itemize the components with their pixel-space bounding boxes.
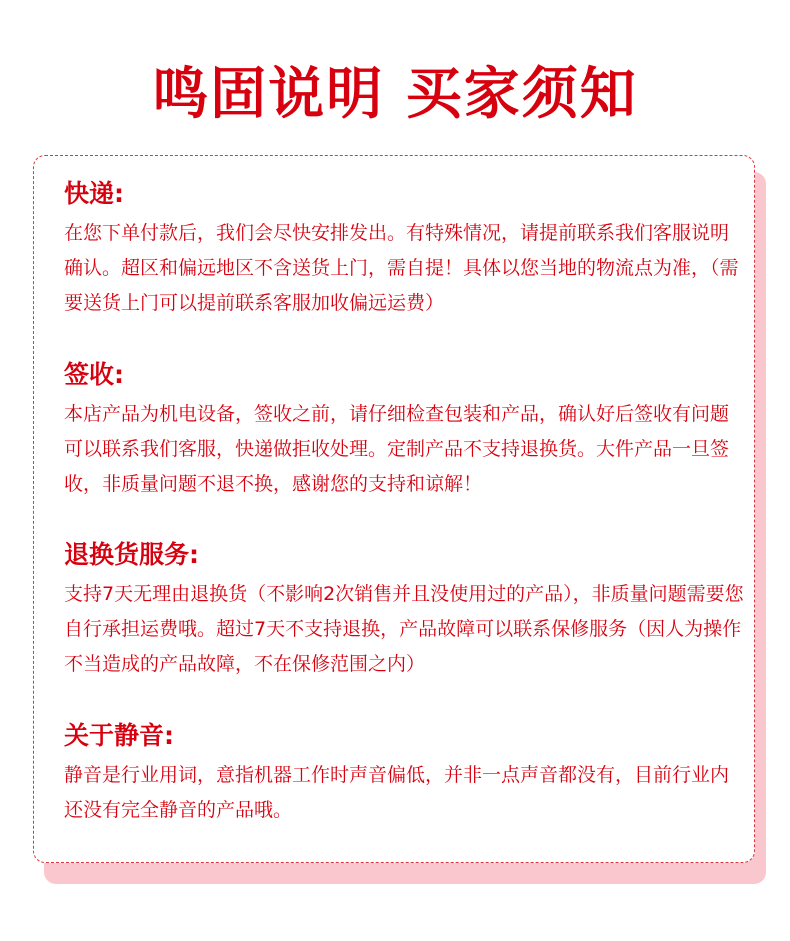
section-shipping — [64, 176, 754, 321]
section-signing — [64, 357, 754, 502]
section-heading-signing: 签收: — [64, 360, 124, 389]
section-body-shipping: 在您下单付款后，我们会尽快安排发出。有特殊情况，请提前联系我们客服说明确认。超区和偏远地区不含送货上门，需自提！具体以您当地的物流点为准，（需要送货上门可以提前联系客服加收偏远运费） — [64, 222, 739, 314]
section-heading-silence: 关于静音: — [64, 721, 174, 750]
section-heading-returns: 退换货服务: — [64, 540, 199, 569]
section-body-silence: 静音是行业用词，意指机器工作时声音偏低，并非一点声音都没有，目前行业内还没有完全静音的产品哦。 — [64, 764, 730, 821]
section-body-returns: 支持7天无理由退换货（不影响2次销售并且没使用过的产品），非质量问题需要您自行承担运费哦。超过7天不支持退换，产品故障可以联系保修服务（因人为操作不当造成的产品故障，不在保修范围之内） — [64, 583, 744, 675]
section-body-signing: 本店产品为机电设备，签收之前，请仔细检查包装和产品，确认好后签收有问题可以联系我们客服，快递做拒收处理。定制产品不支持退换货。大件产品一旦签收，非质量问题不退不换，感谢您的支持和谅解！ — [64, 403, 730, 495]
section-silence — [64, 718, 754, 828]
page-title: 鸣固说明 买家须知 — [152, 62, 638, 127]
section-returns — [64, 537, 754, 682]
section-heading-shipping: 快递: — [64, 179, 124, 208]
